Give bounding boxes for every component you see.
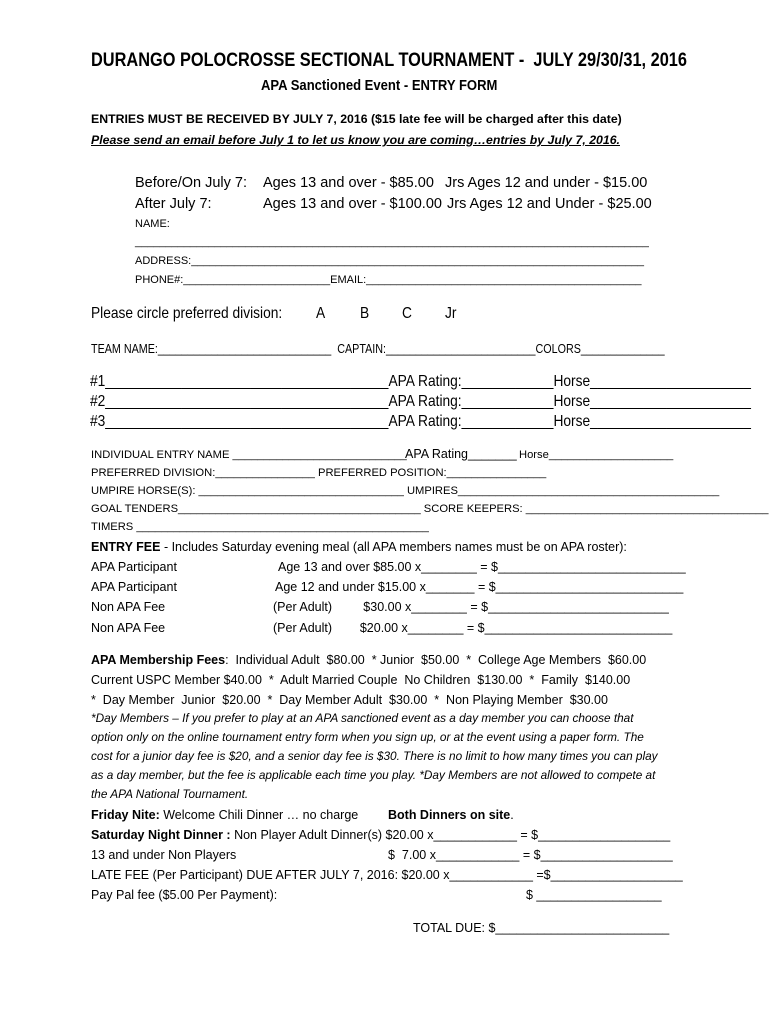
player-2-line[interactable]: #2_____________________________________APA Rating:____________Horse_____________________ xyxy=(90,393,751,410)
entry-row-2-field[interactable]: Age 12 and under $15.00 x_______ = $___________________________ xyxy=(275,580,684,594)
total-due-field[interactable]: TOTAL DUE: $_________________________ xyxy=(413,921,670,935)
goal-tenders-line[interactable]: GOAL TENDERS_______________________________________ SCORE KEEPERS: _______________________________________ xyxy=(91,503,769,515)
phone-email-field[interactable]: PHONE#:________________________EMAIL:_____________________________________________ xyxy=(135,274,642,286)
paypal-fee-label: Pay Pal fee ($5.00 Per Payment): xyxy=(91,888,278,902)
page-title: DURANGO POLOCROSSE SECTIONAL TOURNAMENT - JULY 29/30/31, 2016 xyxy=(91,50,687,71)
entry-row-4-label: Non APA Fee xyxy=(91,621,166,635)
day-member-note-2: option only on the online tournament entry form when you sign up, or at the event using a paper form. The xyxy=(91,730,644,744)
entry-row-3-field[interactable]: (Per Adult) $30.00 x________ = $__________________________ xyxy=(273,600,669,614)
preferred-division-position[interactable]: PREFERRED DIVISION:________________ PREFERRED POSITION:________________ xyxy=(91,467,547,479)
team-line[interactable]: TEAM NAME:_____________________________ CAPTAIN:_________________________COLORS______________ xyxy=(91,342,665,356)
before-adult-price: Ages 13 and over - $85.00 xyxy=(263,175,434,191)
entry-row-1-field[interactable]: Age 13 and over $85.00 x________ = $___________________________ xyxy=(278,560,686,574)
individual-entry-name[interactable]: INDIVIDUAL ENTRY NAME ____________________________ xyxy=(91,449,407,461)
late-fee-line[interactable]: LATE FEE (Per Participant) DUE AFTER JULY 7, 2016: $20.00 x____________ =$___________________ xyxy=(91,868,683,882)
day-member-note-3: cost for a junior day fee is $20, and a senior day fee is $30. There is no limit to how many times you can play xyxy=(91,749,658,763)
entry-row-1-label: APA Participant xyxy=(91,560,177,574)
before-label: Before/On July 7: xyxy=(135,175,248,191)
day-member-note-4: as a day member, but the fee is applicable each time you play. *Day Members are not allowed to compete at xyxy=(91,768,656,782)
entry-row-3-label: Non APA Fee xyxy=(91,600,166,614)
paypal-fee-field[interactable]: $ __________________ xyxy=(526,888,662,902)
day-member-note-1: *Day Members – If you prefer to play at an APA sanctioned event as a day member you can choose that xyxy=(91,711,634,725)
timers-line[interactable]: TIMERS _______________________________________________ xyxy=(91,521,429,533)
before-jr-price: Jrs Ages 12 and under - $15.00 xyxy=(445,175,648,191)
after-adult-price: Ages 13 and over - $100.00 xyxy=(263,196,442,212)
individual-horse[interactable]: Horse____________________ xyxy=(519,449,674,461)
after-jr-price: Jrs Ages 12 and Under - $25.00 xyxy=(447,196,652,212)
entry-fee-heading: ENTRY FEE - Includes Saturday evening meal (all APA members names must be on APA roster): xyxy=(91,540,627,554)
address-field[interactable]: ADDRESS:__________________________________________________________________________ xyxy=(135,255,644,267)
friday-dinner-line: Friday Nite: Welcome Chili Dinner … no charge xyxy=(91,808,359,822)
after-label: After July 7: xyxy=(135,196,212,212)
saturday-dinner-line: Saturday Night Dinner : Non Player Adult Dinner(s) $20.00 x____________ = $___________________ xyxy=(91,828,671,842)
name-field[interactable]: ____________________________________________________________________________________ xyxy=(135,236,649,248)
under13-dinner-field[interactable]: $ 7.00 x____________ = $___________________ xyxy=(388,848,673,862)
membership-line-3: * Day Member Junior $20.00 * Day Member Adult $30.00 * Non Playing Member $30.00 xyxy=(91,693,608,707)
division-b[interactable]: B xyxy=(360,305,370,322)
deadline-notice: ENTRIES MUST BE RECEIVED BY JULY 7, 2016 ($15 late fee will be charged after this date) xyxy=(91,112,622,126)
individual-apa-rating[interactable]: APA Rating_______ xyxy=(405,447,517,461)
entry-row-2-label: APA Participant xyxy=(91,580,177,594)
umpire-horse-line[interactable]: UMPIRE HORSE(S): _________________________________ UMPIRES__________________________________________ xyxy=(91,485,720,497)
membership-line-1: APA Membership Fees: Individual Adult $80.00 * Junior $50.00 * College Age Members $60.00 xyxy=(91,653,647,667)
entry-row-4-field[interactable]: (Per Adult) $20.00 x________ = $___________________________ xyxy=(273,621,673,635)
email-notice: Please send an email before July 1 to let us know you are coming…entries by July 7, 2016. xyxy=(91,133,620,147)
under13-dinner-label: 13 and under Non Players xyxy=(91,848,237,862)
membership-line-2: Current USPC Member $40.00 * Adult Married Couple No Children $130.00 * Family $140.00 xyxy=(91,673,631,687)
division-label: Please circle preferred division: xyxy=(91,305,283,322)
player-1-line[interactable]: #1_____________________________________APA Rating:____________Horse_____________________ xyxy=(90,373,751,390)
page-subtitle: APA Sanctioned Event - ENTRY FORM xyxy=(261,78,498,94)
player-3-line[interactable]: #3_____________________________________APA Rating:____________Horse_____________________ xyxy=(90,413,751,430)
day-member-note-5: the APA National Tournament. xyxy=(91,787,249,801)
division-a[interactable]: A xyxy=(316,305,326,322)
division-jr[interactable]: Jr xyxy=(445,305,457,322)
division-c[interactable]: C xyxy=(402,305,412,322)
both-dinners-note: Both Dinners on site. xyxy=(388,808,514,822)
name-label: NAME: xyxy=(135,218,170,230)
